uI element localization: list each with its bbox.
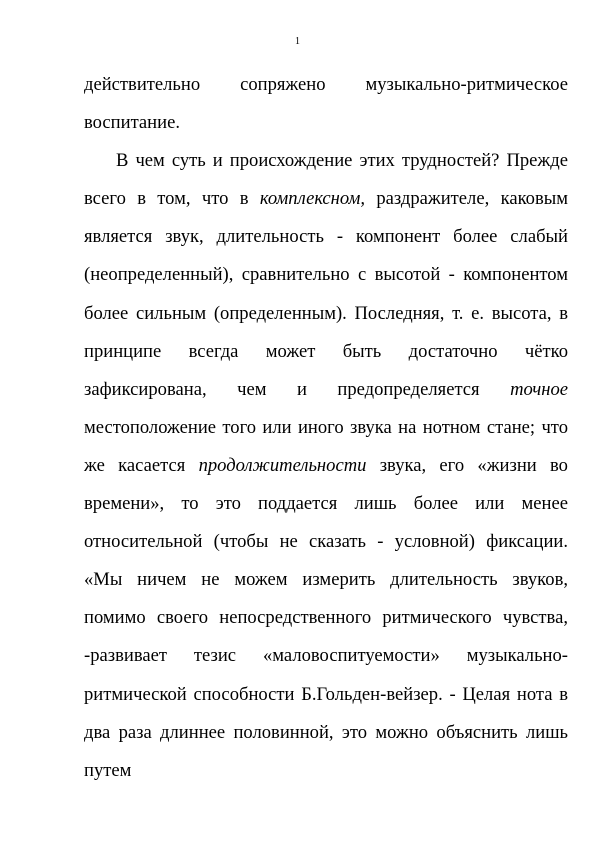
paragraph-1 <box>84 66 568 142</box>
paragraph-2-text-1: В чем суть и происхождение этих трудностей? Прежде всего в том, что в <box>84 150 568 210</box>
document-body <box>84 66 568 790</box>
italic-term-duration: продолжительности <box>198 454 367 476</box>
paragraph-2 <box>84 142 568 790</box>
paragraph-2-text-4: звука, его «жизни во времени», то это поддается лишь более или менее относительной (чтобы не сказать - условной) фиксации. «Мы ничем не можем измерить длительность звуков, помимо своего непосредственного ритмического чувства, -развивает тезис «маловоспитуемости» музыкально-ритмической способности Б.Гольден-вейзер. - Целая нота в два раза длиннее половинной, это можно объяснить лишь путем <box>84 454 568 781</box>
italic-term-exact: точное <box>510 378 568 400</box>
page-number: 1 <box>295 36 300 47</box>
italic-term-complex: комплексном, <box>259 188 365 210</box>
paragraph-2-text-2: раздражителе, каковым является звук, длительность - компонент более слабый (неопределенный), сравнительно с высотой - компонентом более сильным (определенным). Последняя, т. е. высота, в принципе всегда может быть достаточно чётко зафиксирована, чем и предопределяется <box>84 188 568 400</box>
paragraph-2-text-3: местоположение того или иного звука на нотном стане; что же касается <box>84 416 568 476</box>
paragraph-1-text: действительно сопряжено музыкально-ритмическое воспитание. <box>84 74 568 134</box>
